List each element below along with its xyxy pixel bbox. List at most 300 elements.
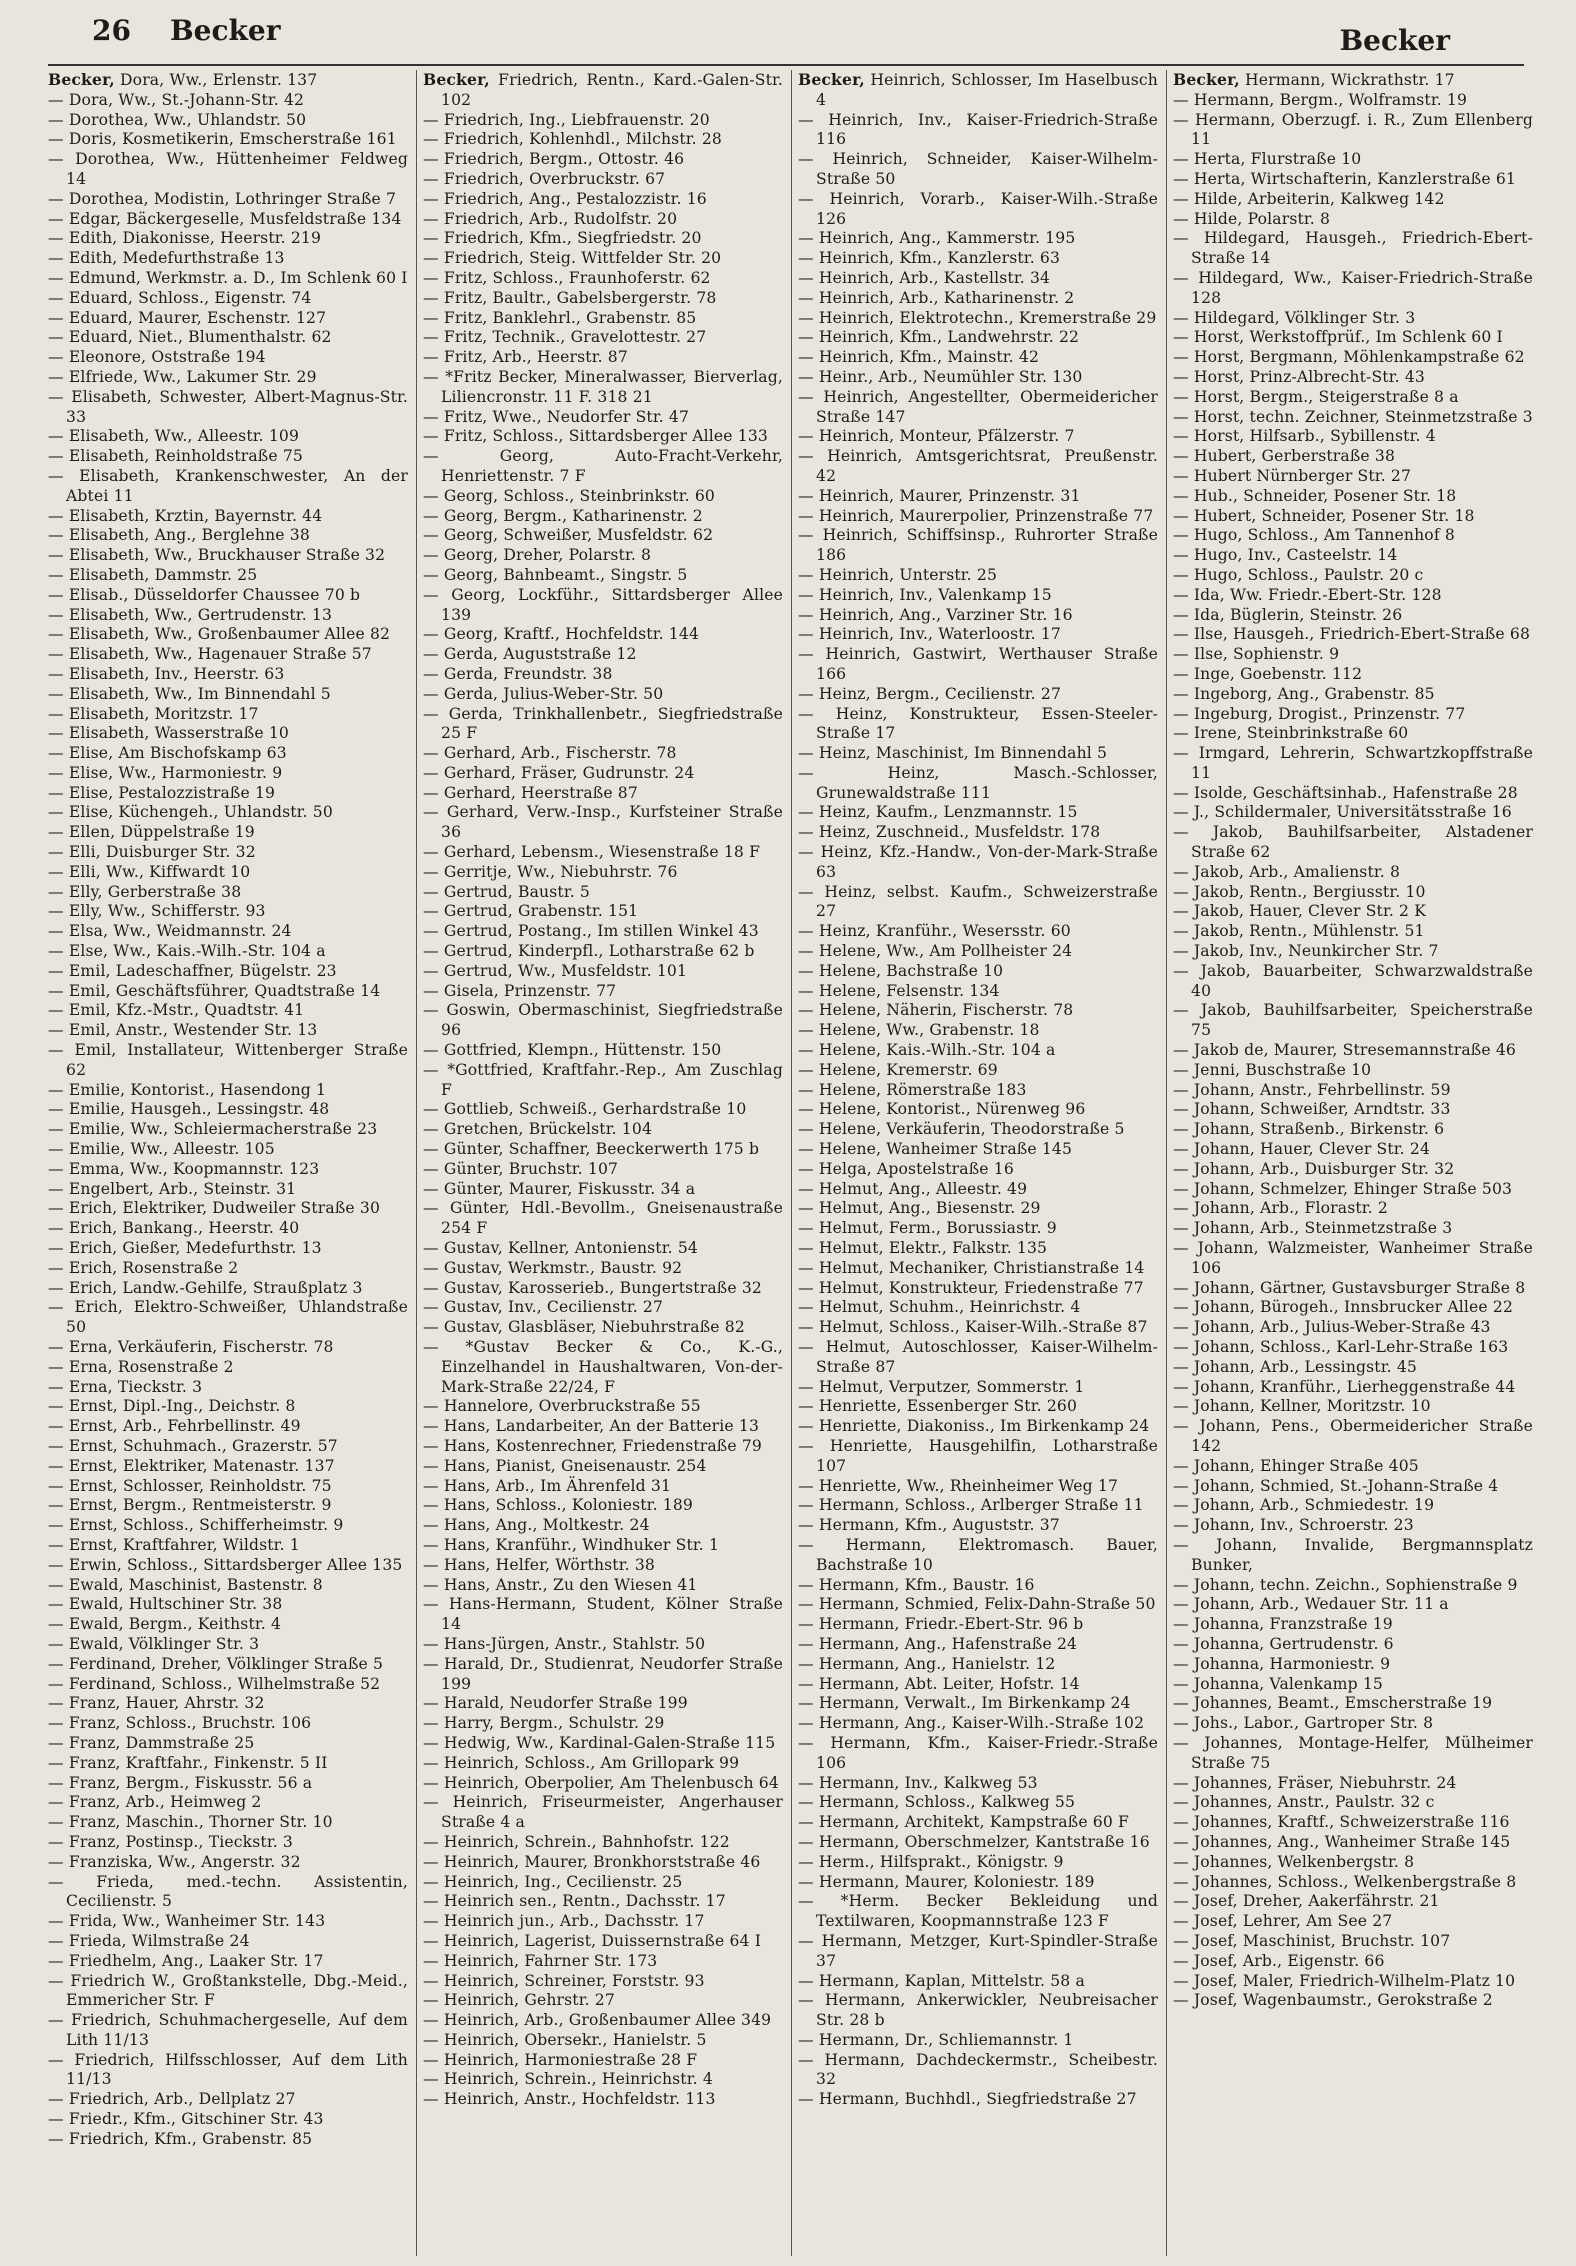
directory-entry: — Elisabeth, Dammstr. 25 (48, 565, 258, 584)
directory-entry: — Johann, Invalide, Bergmannsplatz Bunker, (1173, 1535, 1533, 1574)
directory-entry: — Johann, Schweißer, Arndtstr. 33 (1173, 1100, 1451, 1119)
directory-entry: — Horst, Hilfsarb., Sybillenstr. 4 (1173, 427, 1436, 446)
directory-entry: — Ernst, Dipl.-Ing., Deichstr. 8 (48, 1397, 296, 1416)
directory-entry: — Johann, Straßenb., Birkenstr. 6 (1173, 1120, 1445, 1139)
directory-entry: — Johannes, Anstr., Paulstr. 32 c (1173, 1793, 1435, 1812)
directory-entry: — Friedr., Kfm., Gitschiner Str. 43 (48, 2110, 324, 2129)
column-2 (423, 70, 783, 2256)
directory-entry: — Hermann, Metzger, Kurt-Spindler-Straße 37 (798, 1931, 1158, 1970)
directory-entry: — Emil, Anstr., Westender Str. 13 (48, 1021, 318, 1040)
directory-entry: — Emil, Geschäftsführer, Quadtstraße 14 (48, 981, 381, 1000)
directory-entry: — Johanna, Gertrudenstr. 6 (1173, 1634, 1394, 1653)
directory-entry: — Helene, Verkäuferin, Theodorstraße 5 (798, 1120, 1125, 1139)
directory-entry: — Heinrich, Ing., Cecilienstr. 25 (423, 1872, 683, 1891)
directory-entry: — Johanna, Valenkamp 15 (1173, 1674, 1383, 1693)
directory-entry: — Heinz, Masch.-Schlosser, Grunewaldstraße 111 (798, 763, 1158, 802)
directory-entry: — Gerhard, Arb., Fischerstr. 78 (423, 744, 677, 763)
directory-entry: — Heinrich, Arb., Katharinenstr. 2 (798, 288, 1075, 307)
directory-entry: — Emil, Ladeschaffner, Bügelstr. 23 (48, 961, 337, 980)
directory-entry: — Gottlieb, Schweiß., Gerhardstraße 10 (423, 1100, 747, 1119)
directory-entry: — Heinrich, Obersekr., Hanielstr. 5 (423, 2030, 707, 2049)
directory-entry: — Johann, Kranführ., Lierheggenstraße 44 (1173, 1377, 1516, 1396)
directory-entry: Becker, Friedrich, Rentn., Kard.-Galen-Str. 102 (423, 70, 783, 109)
directory-entry: — Hermann, Oberzugf. i. R., Zum Ellenberg 11 (1173, 110, 1533, 149)
directory-entry: — Franz, Arb., Heimweg 2 (48, 1793, 262, 1812)
directory-entry: — Eduard, Schloss., Eigenstr. 74 (48, 288, 312, 307)
directory-entry: — Ernst, Kraftfahrer, Wildstr. 1 (48, 1535, 300, 1554)
directory-entry: — Dorothea, Ww., Uhlandstr. 50 (48, 110, 307, 129)
directory-entry: — Heinrich, Elektrotechn., Kremerstraße 29 (798, 308, 1157, 327)
directory-entry: — Heinrich, Schrein., Heinrichstr. 4 (423, 2070, 713, 2089)
directory-entry: — Harald, Dr., Studienrat, Neudorfer Straße 199 (423, 1654, 783, 1693)
directory-entry: — Georg, Schweißer, Musfeldstr. 62 (423, 526, 714, 545)
directory-entry: — Franz, Schloss., Bruchstr. 106 (48, 1714, 312, 1733)
directory-entry: — Helene, Kontorist., Nürenweg 96 (798, 1100, 1086, 1119)
directory-entry: — Henriette, Ww., Rheinheimer Weg 17 (798, 1476, 1119, 1495)
directory-entry: — Hermann, Ang., Hafenstraße 24 (798, 1634, 1078, 1653)
directory-entry: — Heinrich, Anstr., Hochfeldstr. 113 (423, 2090, 716, 2109)
directory-entry: — Elisabeth, Reinholdstraße 75 (48, 447, 304, 466)
directory-entry: — Elisabeth, Inv., Heerstr. 63 (48, 664, 285, 683)
directory-entry: — Elise, Küchengeh., Uhlandstr. 50 (48, 803, 333, 822)
directory-entry: — Emil, Kfz.-Mstr., Quadtstr. 41 (48, 1001, 305, 1020)
directory-entry: — Friedrich, Overbruckstr. 67 (423, 169, 666, 188)
directory-entry: — Georg, Bahnbeamt., Singstr. 5 (423, 565, 688, 584)
directory-entry: — Friedrich, Ing., Liebfrauenstr. 20 (423, 110, 710, 129)
directory-entry: — Friedrich, Arb., Dellplatz 27 (48, 2090, 296, 2109)
directory-entry: — Georg, Kraftf., Hochfeldstr. 144 (423, 625, 700, 644)
right-running-head: Becker (1339, 24, 1450, 57)
directory-entry: — Jakob, Arb., Amalienstr. 8 (1173, 862, 1401, 881)
directory-entry: — Irene, Steinbrinkstraße 60 (1173, 724, 1409, 743)
directory-entry: — Franz, Dammstraße 25 (48, 1733, 255, 1752)
directory-entry: — Friedrich, Bergm., Ottostr. 46 (423, 150, 685, 169)
directory-entry: — Henriette, Diakoniss., Im Birkenkamp 24 (798, 1417, 1150, 1436)
directory-entry: — Heinrich, Schrein., Bahnhofstr. 122 (423, 1832, 730, 1851)
directory-entry: — Hermann, Ankerwickler, Neubreisacher Str. 28 b (798, 1991, 1158, 2030)
directory-entry: — Hildegard, Ww., Kaiser-Friedrich-Straße 128 (1173, 268, 1533, 307)
directory-entry: — Gerhard, Heerstraße 87 (423, 783, 638, 802)
directory-entry: — Heinrich, Kfm., Landwehrstr. 22 (798, 328, 1080, 347)
directory-entry: — Ferdinand, Dreher, Völklinger Straße 5 (48, 1654, 384, 1673)
directory-entry: — Edith, Medefurthstraße 13 (48, 249, 285, 268)
directory-entry: — Helene, Näherin, Fischerstr. 78 (798, 1001, 1074, 1020)
directory-entry: — Gustav, Glasbläser, Niebuhrstraße 82 (423, 1318, 745, 1337)
directory-entry: — Helmut, Ang., Alleestr. 49 (798, 1179, 1028, 1198)
directory-entry: — Elisab., Düsseldorfer Chaussee 70 b (48, 585, 361, 604)
directory-entry: — Franz, Kraftfahr., Finkenstr. 5 II (48, 1753, 328, 1772)
directory-entry: — Hans-Jürgen, Anstr., Stahlstr. 50 (423, 1634, 706, 1653)
directory-entry: — Friedrich, Schuhmachergeselle, Auf dem Lith 11/13 (48, 2011, 408, 2049)
directory-entry: — Johannes, Beamt., Emscherstraße 19 (1173, 1694, 1493, 1713)
directory-entry: — Heinrich, Schreiner, Forststr. 93 (423, 1971, 705, 1990)
directory-entry: — Helmut, Schuhm., Heinrichstr. 4 (798, 1298, 1081, 1317)
directory-entry: — Elisabeth, Ww., Alleestr. 109 (48, 427, 300, 446)
directory-entry: — Heinz, Zuschneid., Musfeldstr. 178 (798, 823, 1101, 842)
directory-entry: — Fritz, Technik., Gravelottestr. 27 (423, 328, 707, 347)
column-4 (1173, 70, 1533, 2256)
directory-entry: — Jakob, Hauer, Clever Str. 2 K (1173, 902, 1427, 921)
directory-entry: — Johann, Arb., Wedauer Str. 11 a (1173, 1595, 1449, 1614)
directory-entry: — Johann, Hauer, Clever Str. 24 (1173, 1140, 1431, 1159)
directory-entry: — Elise, Pestalozzistraße 19 (48, 783, 276, 802)
directory-entry: — Friedrich, Kohlenhdl., Milchstr. 28 (423, 130, 722, 149)
directory-entry: — Helene, Felsenstr. 134 (798, 981, 1000, 1000)
directory-entry: Becker, Dora, Ww., Erlenstr. 137 (48, 70, 318, 89)
directory-entry: — Hans, Anstr., Zu den Wiesen 41 (423, 1575, 698, 1594)
directory-entry: — Ilse, Sophienstr. 9 (1173, 645, 1340, 664)
directory-entry: — Fritz, Wwe., Neudorfer Str. 47 (423, 407, 690, 426)
directory-entry: — Horst, Bergmann, Möhlenkampstraße 62 (1173, 348, 1525, 367)
directory-entry: — Gertrud, Ww., Musfeldstr. 101 (423, 961, 688, 980)
directory-entry: — Johann, Arb., Julius-Weber-Straße 43 (1173, 1318, 1491, 1337)
directory-entry: — Erich, Rosenstraße 2 (48, 1258, 239, 1277)
directory-entry: — Edgar, Bäckergeselle, Musfeldstraße 134 (48, 209, 402, 228)
directory-entry: — Heinrich, Monteur, Pfälzerstr. 7 (798, 427, 1075, 446)
directory-entry: — Helene, Ww., Grabenstr. 18 (798, 1021, 1040, 1040)
directory-entry: — Franz, Postinsp., Tieckstr. 3 (48, 1832, 293, 1851)
directory-entry: — Georg, Bergm., Katharinenstr. 2 (423, 506, 703, 525)
directory-entry: — Franziska, Ww., Angerstr. 32 (48, 1852, 301, 1871)
directory-entry: — Jakob, Bauhilfsarbeiter, Alstadener Straße 62 (1173, 823, 1533, 862)
directory-entry: — Helmut, Ang., Biesenstr. 29 (798, 1199, 1041, 1218)
directory-entry: — Heinrich, Unterstr. 25 (798, 565, 998, 584)
directory-entry: — Ernst, Schlosser, Reinholdstr. 75 (48, 1476, 332, 1495)
directory-entry: — Heinrich, Maurerpolier, Prinzenstraße 77 (798, 506, 1154, 525)
directory-entry: — Gerda, Trinkhallenbetr., Siegfriedstraße 25 F (423, 704, 783, 743)
directory-entry: — Edith, Diakonisse, Heerstr. 219 (48, 229, 322, 248)
directory-entry: — Henriette, Essenberger Str. 260 (798, 1397, 1078, 1416)
directory-entry: — Hans, Helfer, Wörthstr. 38 (423, 1555, 655, 1574)
directory-entry: — Ernst, Bergm., Rentmeisterstr. 9 (48, 1496, 332, 1515)
directory-entry: — Heinrich, Kfm., Mainstr. 42 (798, 348, 1040, 367)
directory-entry: — Hubert, Gerberstraße 38 (1173, 447, 1396, 466)
directory-entry: — Heinrich, Inv., Valenkamp 15 (798, 585, 1052, 604)
directory-entry: — Elli, Ww., Kiffwardt 10 (48, 862, 251, 881)
directory-entry: — Ilse, Hausgeh., Friedrich-Ebert-Straße 68 (1173, 625, 1531, 644)
directory-entry: — Heinrich jun., Arb., Dachsstr. 17 (423, 1912, 705, 1931)
directory-entry: — Engelbert, Arb., Steinstr. 31 (48, 1179, 297, 1198)
directory-entry: — Hans, Ang., Moltkestr. 24 (423, 1516, 650, 1535)
left-running-head: Becker (170, 14, 281, 47)
directory-entry: — Johannes, Montage-Helfer, Mülheimer Straße 75 (1173, 1733, 1533, 1772)
directory-entry: — Horst, Bergm., Steigerstraße 8 a (1173, 387, 1459, 406)
directory-entry: — Eleonore, Oststraße 194 (48, 348, 266, 367)
directory-entry: — Günter, Schaffner, Beeckerwerth 175 b (423, 1140, 760, 1159)
directory-entry: — Heinrich, Gastwirt, Werthauser Straße 166 (798, 645, 1158, 683)
directory-entry: — Johannes, Kraftf., Schweizerstraße 116 (1173, 1813, 1510, 1832)
directory-entry: — Heinz, Maschinist, Im Binnendahl 5 (798, 744, 1108, 763)
directory-entry: — Gerda, Freundstr. 38 (423, 664, 613, 683)
directory-entry: — Günter, Bruchstr. 107 (423, 1159, 619, 1178)
directory-entry: — Hans, Kranführ., Windhuker Str. 1 (423, 1535, 720, 1554)
directory-entry: — Emil, Installateur, Wittenberger Straße 62 (48, 1041, 408, 1079)
directory-entry: — Eduard, Maurer, Eschenstr. 127 (48, 308, 327, 327)
directory-entry: — Johann, Pens., Obermeidericher Straße 142 (1173, 1417, 1533, 1455)
directory-entry: — Gustav, Werkmstr., Baustr. 92 (423, 1258, 683, 1277)
directory-entry: — Friedrich, Hilfsschlosser, Auf dem Lith 11/13 (48, 2050, 408, 2089)
directory-entry: — Ernst, Elektriker, Matenastr. 137 (48, 1456, 335, 1475)
directory-entry: — Heinrich, Vorarb., Kaiser-Wilh.-Straße 126 (798, 189, 1158, 228)
directory-entry: — Heinrich, Ang., Kammerstr. 195 (798, 229, 1076, 248)
directory-entry: — Gisela, Prinzenstr. 77 (423, 981, 617, 1000)
directory-entry: — Gertrud, Grabenstr. 151 (423, 902, 639, 921)
directory-entry: — Hans, Kostenrechner, Friedenstraße 79 (423, 1436, 763, 1455)
directory-entry: — Irmgard, Lehrerin, Schwartzkopffstraße 11 (1173, 744, 1533, 782)
directory-entry: — Elisabeth, Ww., Hagenauer Straße 57 (48, 645, 372, 664)
directory-entry: — Erna, Rosenstraße 2 (48, 1357, 234, 1376)
directory-entry: — Erwin, Schloss., Sittardsberger Allee 135 (48, 1555, 403, 1574)
directory-entry: — Johann, Kellner, Moritzstr. 10 (1173, 1397, 1431, 1416)
directory-entry: — Erich, Elektriker, Dudweiler Straße 30 (48, 1199, 381, 1218)
directory-entry: — Johann, Arb., Steinmetzstraße 3 (1173, 1219, 1453, 1238)
directory-entry: — Josef, Dreher, Aakerfährstr. 21 (1173, 1892, 1440, 1911)
directory-entry: — Heinrich, Oberpolier, Am Thelenbusch 64 (423, 1773, 779, 1792)
directory-entry: — Horst, Werkstoffprüf., Im Schlenk 60 I (1173, 328, 1503, 347)
directory-entry: — Hubert, Schneider, Posener Str. 18 (1173, 506, 1475, 525)
directory-entry: — Johannes, Ang., Wanheimer Straße 145 (1173, 1832, 1511, 1851)
directory-entry: — Ida, Ww. Friedr.-Ebert-Str. 128 (1173, 585, 1442, 604)
directory-entry: — *Herm. Becker Bekleidung und Textilwaren, Koopmannstraße 123 F (798, 1892, 1158, 1931)
directory-entry: — Elise, Am Bischofskamp 63 (48, 744, 287, 763)
directory-entry: — Ewald, Hultschiner Str. 38 (48, 1595, 283, 1614)
directory-entry: — Friedrich, Ang., Pestalozzistr. 16 (423, 189, 707, 208)
directory-entry: — Jakob, Rentn., Bergiusstr. 10 (1173, 882, 1426, 901)
directory-entry: — Heinrich, Lagerist, Duissernstraße 64 I (423, 1931, 762, 1950)
directory-entry: — Helmut, Verputzer, Sommerstr. 1 (798, 1377, 1085, 1396)
directory-entry: — Isolde, Geschäftsinhab., Hafenstraße 28 (1173, 783, 1518, 802)
directory-entry: — Helmut, Autoschlosser, Kaiser-Wilhelm-Straße 87 (798, 1338, 1158, 1376)
directory-entry: — Gottfried, Klempn., Hüttenstr. 150 (423, 1041, 722, 1060)
directory-entry: — Johann, Inv., Schroerstr. 23 (1173, 1516, 1414, 1535)
directory-entry: — Hermann, Buchhdl., Siegfriedstraße 27 (798, 2090, 1137, 2109)
directory-entry: — Gerhard, Lebensm., Wiesenstraße 18 F (423, 843, 761, 862)
directory-entry: — Johanna, Harmoniestr. 9 (1173, 1654, 1391, 1673)
directory-entry: — Heinrich, Amtsgerichtsrat, Preußenstr. 42 (798, 447, 1158, 485)
directory-entry: — Ewald, Bergm., Keithstr. 4 (48, 1615, 282, 1634)
column-3 (798, 70, 1158, 2256)
directory-entry: — Eduard, Niet., Blumenthalstr. 62 (48, 328, 332, 347)
directory-entry: — Helene, Kais.-Wilh.-Str. 104 a (798, 1041, 1056, 1060)
directory-entry: — Hubert Nürnberger Str. 27 (1173, 466, 1412, 485)
directory-entry: — Heinrich, Schneider, Kaiser-Wilhelm-Straße 50 (798, 150, 1158, 188)
directory-entry: — Frieda, med.-techn. Assistentin, Cecilienstr. 5 (48, 1872, 408, 1911)
directory-entry: — Johann, Arb., Lessingstr. 45 (1173, 1357, 1417, 1376)
directory-entry: — Hermann, Kfm., Kaiser-Friedr.-Straße 106 (798, 1733, 1158, 1772)
directory-entry: — Else, Ww., Kais.-Wilh.-Str. 104 a (48, 942, 326, 961)
directory-entry: — Herta, Flurstraße 10 (1173, 150, 1362, 169)
directory-entry: — Hermann, Dr., Schliemannstr. 1 (798, 2030, 1074, 2049)
directory-entry: — Hans, Pianist, Gneisenaustr. 254 (423, 1456, 707, 1475)
directory-entry: — Heinrich, Schloss., Am Grillopark 99 (423, 1753, 740, 1772)
directory-entry: — Friedrich W., Großtankstelle, Dbg.-Meid., Emmericher Str. F (48, 1971, 408, 2010)
directory-entry: — Heinrich, Angestellter, Obermeidericher Straße 147 (798, 387, 1158, 426)
directory-entry: — Gertrud, Kinderpfl., Lotharstraße 62 b (423, 942, 755, 961)
directory-entry: — Hans-Hermann, Student, Kölner Straße 14 (423, 1595, 783, 1634)
directory-entry: — Erich, Gießer, Medefurthstr. 13 (48, 1239, 322, 1258)
directory-entry: — Heinz, selbst. Kaufm., Schweizerstraße 27 (798, 882, 1158, 921)
directory-entry: — Johannes, Welkenbergstr. 8 (1173, 1852, 1415, 1871)
column-divider (416, 70, 417, 2256)
directory-entry: — Helmut, Elektr., Falkstr. 135 (798, 1239, 1048, 1258)
directory-entry: — Hilde, Arbeiterin, Kalkweg 142 (1173, 189, 1445, 208)
directory-entry: — Helmut, Schloss., Kaiser-Wilh.-Straße 87 (798, 1318, 1148, 1337)
directory-entry: — Josef, Maschinist, Bruchstr. 107 (1173, 1931, 1451, 1950)
directory-entry: — Jakob de, Maurer, Stresemannstraße 46 (1173, 1041, 1516, 1060)
directory-entry: — Heinrich, Inv., Waterloostr. 17 (798, 625, 1061, 644)
directory-entry: — Johann, Anstr., Fehrbellinstr. 59 (1173, 1080, 1451, 1099)
directory-entry: — Johannes, Fräser, Niebuhrstr. 24 (1173, 1773, 1457, 1792)
directory-entry: — Elise, Ww., Harmoniestr. 9 (48, 763, 283, 782)
directory-entry: — Frieda, Wilmstraße 24 (48, 1931, 250, 1950)
directory-entry: — Emilie, Hausgeh., Lessingstr. 48 (48, 1100, 330, 1119)
directory-entry: — Horst, techn. Zeichner, Steinmetzstraße 3 (1173, 407, 1533, 426)
directory-entry: — Emilie, Ww., Alleestr. 105 (48, 1140, 275, 1159)
directory-entry: — Inge, Goebenstr. 112 (1173, 664, 1363, 683)
directory-entry: — Helene, Römerstraße 183 (798, 1080, 1027, 1099)
directory-entry: — Johann, Bürogeh., Innsbrucker Allee 22 (1173, 1298, 1514, 1317)
column-1 (48, 70, 408, 2256)
directory-entry: — Jakob, Inv., Neunkircher Str. 7 (1173, 942, 1439, 961)
directory-entry: — Emilie, Ww., Schleiermacherstraße 23 (48, 1120, 378, 1139)
directory-entry: — Hermann, Kfm., Auguststr. 37 (798, 1516, 1060, 1535)
directory-entry: — Elly, Gerberstraße 38 (48, 882, 242, 901)
directory-entry: — Hub., Schneider, Posener Str. 18 (1173, 486, 1457, 505)
directory-entry: — Hermann, Ang., Hanielstr. 12 (798, 1654, 1056, 1673)
directory-entry: — Heinrich, Arb., Großenbaumer Allee 349 (423, 2011, 772, 2030)
directory-entry: — J., Schildermaler, Universitätsstraße 16 (1173, 803, 1512, 822)
directory-entry: — Johann, Ehinger Straße 405 (1173, 1456, 1419, 1475)
directory-entry: — Ewald, Völklinger Str. 3 (48, 1634, 260, 1653)
directory-entry: — Emma, Ww., Koopmannstr. 123 (48, 1159, 320, 1178)
directory-entry: — Erich, Landw.-Gehilfe, Straußplatz 3 (48, 1278, 363, 1297)
directory-entry: — Heinrich, Arb., Kastellstr. 34 (798, 268, 1051, 287)
directory-entry: — Elisabeth, Wasserstraße 10 (48, 724, 289, 743)
directory-entry: — Johs., Labor., Gartroper Str. 8 (1173, 1714, 1434, 1733)
directory-entry: — Harry, Bergm., Schulstr. 29 (423, 1714, 665, 1733)
directory-entry: — Hermann, Friedr.-Ebert-Str. 96 b (798, 1615, 1084, 1634)
directory-entry: — Johann, Arb., Duisburger Str. 32 (1173, 1159, 1455, 1178)
directory-entry: — Helene, Wanheimer Straße 145 (798, 1140, 1073, 1159)
directory-entry: — Hermann, Abt. Leiter, Hofstr. 14 (798, 1674, 1080, 1693)
directory-entry: — Elfriede, Ww., Lakumer Str. 29 (48, 367, 317, 386)
directory-entry: — Helmut, Mechaniker, Christianstraße 14 (798, 1258, 1145, 1277)
directory-entry: — Friedrich, Kfm., Siegfriedstr. 20 (423, 229, 702, 248)
directory-entry: — Dorothea, Modistin, Lothringer Straße 7 (48, 189, 397, 208)
directory-entry: — Ingeburg, Drogist., Prinzenstr. 77 (1173, 704, 1466, 723)
directory-entry: — Johann, Schloss., Karl-Lehr-Straße 163 (1173, 1338, 1509, 1356)
directory-entry: — Hermann, Maurer, Koloniestr. 189 (798, 1872, 1095, 1891)
directory-entry: — Johann, techn. Zeichn., Sophienstraße 9 (1173, 1575, 1518, 1594)
directory-entry: — Elisabeth, Ww., Gertrudenstr. 13 (48, 605, 333, 624)
directory-entry: — Gertrud, Postang., Im stillen Winkel 43 (423, 922, 759, 941)
directory-entry: — Jenni, Buschstraße 10 (1173, 1060, 1372, 1079)
directory-entry: — Ernst, Schloss., Schifferheimstr. 9 (48, 1516, 344, 1535)
directory-entry: — Helmut, Ferm., Borussiastr. 9 (798, 1219, 1057, 1238)
directory-entry: — Johann, Gärtner, Gustavsburger Straße 8 (1173, 1278, 1526, 1297)
directory-entry: — Franz, Maschin., Thorner Str. 10 (48, 1813, 333, 1832)
directory-entry: — Hermann, Elektromasch. Bauer, Bachstraße 10 (798, 1535, 1158, 1574)
directory-entry: — Heinz, Kranführ., Wesersstr. 60 (798, 922, 1071, 941)
directory-entry: — Fritz, Banklehrl., Grabenstr. 85 (423, 308, 697, 327)
directory-entry: — Johann, Arb., Florastr. 2 (1173, 1199, 1388, 1218)
directory-entry: — Erna, Tieckstr. 3 (48, 1377, 203, 1396)
directory-entry: — Harald, Neudorfer Straße 199 (423, 1694, 688, 1713)
directory-columns (48, 70, 1533, 2256)
directory-entry: — Fritz, Schloss., Fraunhoferstr. 62 (423, 268, 711, 287)
directory-entry: — Josef, Arb., Eigenstr. 66 (1173, 1951, 1385, 1970)
directory-entry: — Hermann, Oberschmelzer, Kantstraße 16 (798, 1832, 1150, 1851)
directory-entry: — *Gustav Becker & Co., K.-G., Einzelhandel in Haushaltwaren, Von-der-Mark-Straße 22/24, F (423, 1338, 783, 1396)
directory-entry: — Friedrich, Arb., Rudolfstr. 20 (423, 209, 678, 228)
directory-entry: — Heinrich, Maurer, Bronkhorststraße 46 (423, 1852, 761, 1871)
directory-entry: — Elisabeth, Krankenschwester, An der Abtei 11 (48, 466, 408, 505)
directory-entry: — Gerda, Julius-Weber-Str. 50 (423, 684, 664, 703)
directory-entry: — Jakob, Bauarbeiter, Schwarzwaldstraße 40 (1173, 961, 1533, 1000)
directory-entry: — Heinz, Kfz.-Handw., Von-der-Mark-Straße 63 (798, 843, 1158, 881)
directory-entry: — Heinrich, Inv., Kaiser-Friedrich-Straße 116 (798, 110, 1158, 149)
directory-entry: — Georg, Schloss., Steinbrinkstr. 60 (423, 486, 715, 505)
directory-entry: — Friedhelm, Ang., Laaker Str. 17 (48, 1951, 324, 1970)
directory-entry: — Heinz, Bergm., Cecilienstr. 27 (798, 684, 1062, 703)
directory-entry: — Josef, Wagenbaumstr., Gerokstraße 2 (1173, 1991, 1493, 2010)
directory-entry: Becker, Heinrich, Schlosser, Im Haselbusch 4 (798, 70, 1158, 109)
directory-entry: — Hans, Arb., Im Ährenfeld 31 (423, 1476, 672, 1495)
directory-entry: — Heinz, Kaufm., Lenzmannstr. 15 (798, 803, 1078, 822)
directory-entry: — Heinz, Konstrukteur, Essen-Steeler-Straße 17 (798, 704, 1158, 743)
directory-entry: — Fritz, Arb., Heerstr. 87 (423, 348, 628, 367)
directory-entry: — Heinrich, Schiffsinsp., Ruhrorter Straße 186 (798, 526, 1158, 565)
directory-entry: — Franz, Hauer, Ahrstr. 32 (48, 1694, 265, 1713)
directory-entry: — Elisabeth, Ww., Im Binnendahl 5 (48, 684, 331, 703)
directory-entry: — Helene, Ww., Am Pollheister 24 (798, 942, 1073, 961)
directory-entry: — Goswin, Obermaschinist, Siegfriedstraße 96 (423, 1001, 783, 1040)
directory-entry: — Dorothea, Ww., Hüttenheimer Feldweg 14 (48, 150, 408, 188)
directory-entry: — Doris, Kosmetikerin, Emscherstraße 161 (48, 130, 397, 149)
directory-entry: — Erich, Elektro-Schweißer, Uhlandstraße 50 (48, 1298, 408, 1337)
directory-entry: — Elisabeth, Schwester, Albert-Magnus-Str. 33 (48, 387, 408, 426)
directory-entry: — Ferdinand, Schloss., Wilhelmstraße 52 (48, 1674, 381, 1693)
directory-entry: — Hugo, Schloss., Am Tannenhof 8 (1173, 526, 1455, 545)
directory-entry: — Dora, Ww., St.-Johann-Str. 42 (48, 90, 305, 109)
directory-entry: — Ewald, Maschinist, Bastenstr. 8 (48, 1575, 323, 1594)
directory-entry: — Johann, Arb., Schmiedestr. 19 (1173, 1496, 1435, 1515)
directory-entry: — Hermann, Schloss., Arlberger Straße 11 (798, 1496, 1144, 1515)
directory-entry: Becker, Hermann, Wickrathstr. 17 (1173, 70, 1455, 89)
directory-entry: — Hannelore, Overbruckstraße 55 (423, 1397, 701, 1416)
directory-entry: — Johannes, Schloss., Welkenbergstraße 8 (1173, 1872, 1517, 1891)
directory-entry: — Gerritje, Ww., Niebuhrstr. 76 (423, 862, 678, 881)
directory-entry: — Ellen, Düppelstraße 19 (48, 823, 255, 842)
directory-entry: — Helene, Bachstraße 10 (798, 961, 1004, 980)
directory-entry: — Hermann, Schloss., Kalkweg 55 (798, 1793, 1076, 1812)
directory-entry: — Emilie, Kontorist., Hasendong 1 (48, 1080, 327, 1099)
directory-entry: — Gerhard, Verw.-Insp., Kurfsteiner Straße 36 (423, 803, 783, 842)
directory-entry: — Josef, Maler, Friedrich-Wilhelm-Platz 10 (1173, 1971, 1516, 1990)
directory-entry: — Gerhard, Fräser, Gudrunstr. 24 (423, 763, 695, 782)
directory-entry: — Helga, Apostelstraße 16 (798, 1159, 1014, 1178)
directory-entry: — Elly, Ww., Schifferstr. 93 (48, 902, 266, 921)
column-divider (791, 70, 792, 2256)
directory-entry: — Johann, Schmied, St.-Johann-Straße 4 (1173, 1476, 1499, 1495)
directory-entry: — Hermann, Inv., Kalkweg 53 (798, 1773, 1038, 1792)
directory-entry: — Elisabeth, Ww., Großenbaumer Allee 82 (48, 625, 391, 644)
directory-entry: — Elisabeth, Krztin, Bayernstr. 44 (48, 506, 323, 525)
directory-entry: — Erich, Bankang., Heerstr. 40 (48, 1219, 300, 1238)
directory-entry: — Henriette, Hausgehilfin, Lotharstraße 107 (798, 1436, 1158, 1475)
directory-entry: — Fritz, Schloss., Sittardsberger Allee 133 (423, 427, 769, 446)
directory-entry: — Franz, Bergm., Fiskusstr. 56 a (48, 1773, 313, 1792)
